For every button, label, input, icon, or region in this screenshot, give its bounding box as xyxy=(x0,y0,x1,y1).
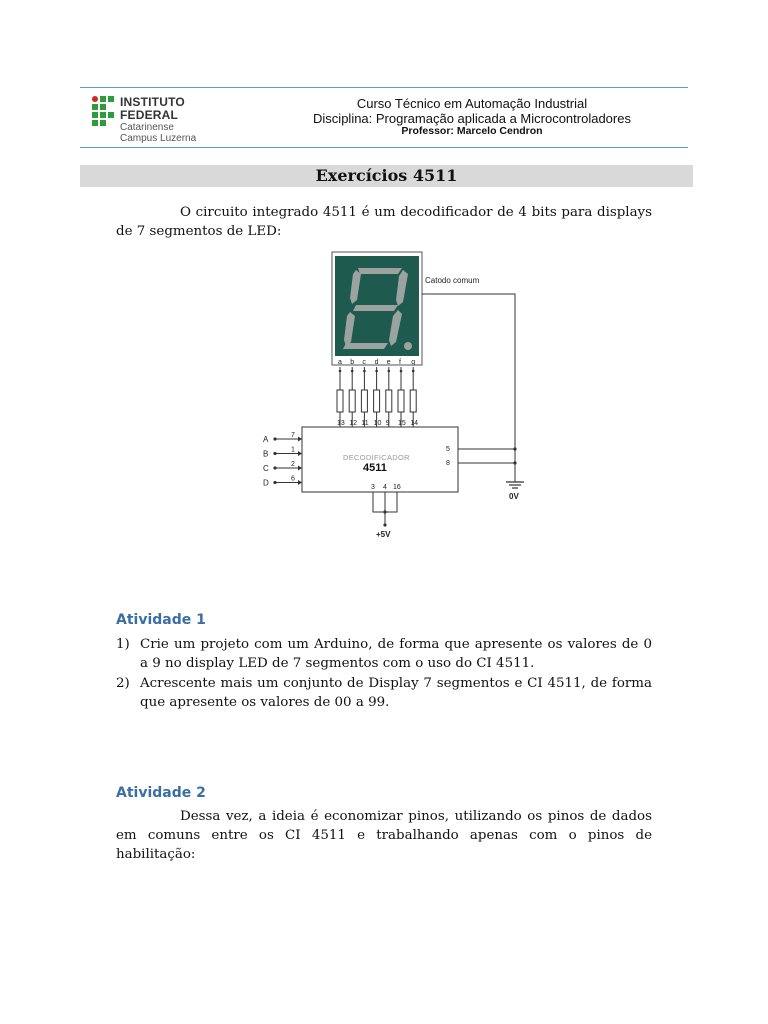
segment-letter-top: b xyxy=(350,359,355,366)
input-name: A xyxy=(263,435,269,444)
power-pin-3: 3 xyxy=(371,484,375,491)
segment-letter-top: d xyxy=(374,359,379,366)
resistor-icon xyxy=(337,390,343,412)
input-pin-number: 7 xyxy=(291,432,295,439)
resistor-icon xyxy=(374,390,380,412)
course-name: Curso Técnico em Automação Industrial xyxy=(356,96,588,111)
output-pin-number: 9 xyxy=(385,420,390,427)
list-item xyxy=(116,674,652,712)
arrow-right-icon xyxy=(298,480,302,485)
input-name: C xyxy=(263,464,269,473)
title-bar xyxy=(80,165,693,187)
ground-icon xyxy=(506,482,524,488)
segment-letter-top: a xyxy=(338,359,342,366)
output-pin-number: 12 xyxy=(349,420,357,427)
list-item xyxy=(116,635,652,673)
input-pin-number: 6 xyxy=(291,475,295,483)
logo-line1: INSTITUTO FEDERAL xyxy=(120,95,185,122)
list-item-number: 1) xyxy=(116,637,130,652)
ground-label: 0V xyxy=(509,492,519,501)
intro-paragraph: O circuito integrado 4511 é um decodificador de 4 bits para displays de 7 segmentos de LED: xyxy=(116,205,652,239)
resistor-icon xyxy=(361,390,367,412)
output-pin-number: 14 xyxy=(410,420,418,427)
list-item-number: 2) xyxy=(116,676,130,691)
segment-letter-top: f xyxy=(399,359,401,366)
output-pin-number: 10 xyxy=(373,420,382,427)
atividade2-paragraph: Dessa vez, a ideia é economizar pinos, utilizando os pinos de dados em comuns entre os CI 4511 e trabalhando apenas com o pinos de habilitação: xyxy=(116,809,652,862)
right-pin-8: 8 xyxy=(446,460,450,467)
chip-label: DECODIFICADOR xyxy=(343,453,410,462)
header-top-rule xyxy=(80,87,688,88)
list-item-text: Crie um projeto com um Arduino, de forma que apresente os valores de 0 a 9 no display LED de 7 segmentos com o uso do CI 4511. xyxy=(140,637,652,671)
segment-letter-top: e xyxy=(386,359,391,366)
segment-letter-top: c xyxy=(362,359,366,366)
input-pin-number: 1 xyxy=(291,446,295,454)
chip-inputs xyxy=(263,432,302,488)
input-pin-number: 2 xyxy=(291,461,295,468)
output-pin-number: 15 xyxy=(398,420,406,427)
arrow-right-icon xyxy=(298,466,302,471)
power-pin-4: 4 xyxy=(383,484,387,491)
professor-name: Professor: Marcelo Cendron xyxy=(401,125,543,137)
resistor-icon xyxy=(349,390,355,412)
chip-number: 4511 xyxy=(363,462,387,474)
atividade2-heading: Atividade 2 xyxy=(116,785,206,801)
institution-logo xyxy=(92,95,232,144)
resistor-icon xyxy=(386,390,392,412)
vcc-label: +5V xyxy=(376,530,391,539)
input-name: B xyxy=(263,449,269,459)
circuit-diagram xyxy=(255,250,540,545)
output-pin-numbers xyxy=(337,420,418,427)
segment-wires xyxy=(337,367,416,427)
arrow-right-icon xyxy=(298,451,302,456)
right-pin-5: 5 xyxy=(446,446,450,453)
logo-line2: Catarinense xyxy=(120,122,174,133)
discipline-name: Disciplina: Programação aplicada a Microcontroladores xyxy=(313,111,631,126)
resistor-icon xyxy=(410,390,416,412)
page-title: Exercícios 4511 xyxy=(315,166,458,185)
common-cathode-label: Catodo comum xyxy=(425,276,480,285)
resistor-icon xyxy=(398,390,404,412)
segment-letter-top: g xyxy=(411,359,416,366)
output-pin-number: 11 xyxy=(361,420,369,427)
atividade1-heading: Atividade 1 xyxy=(116,612,206,628)
list-item-text: Acrescente mais um conjunto de Display 7 segmentos e CI 4511, de forma que apresente os valores de 00 a 99. xyxy=(140,676,652,710)
header-bottom-rule xyxy=(80,147,688,148)
output-pin-number: 13 xyxy=(337,420,345,427)
logo-line3: Campus Luzerna xyxy=(120,133,197,144)
input-name: D xyxy=(263,478,269,488)
arrow-right-icon xyxy=(298,437,302,442)
logo-mark-icon xyxy=(92,96,116,128)
power-pin-16: 16 xyxy=(393,484,401,491)
